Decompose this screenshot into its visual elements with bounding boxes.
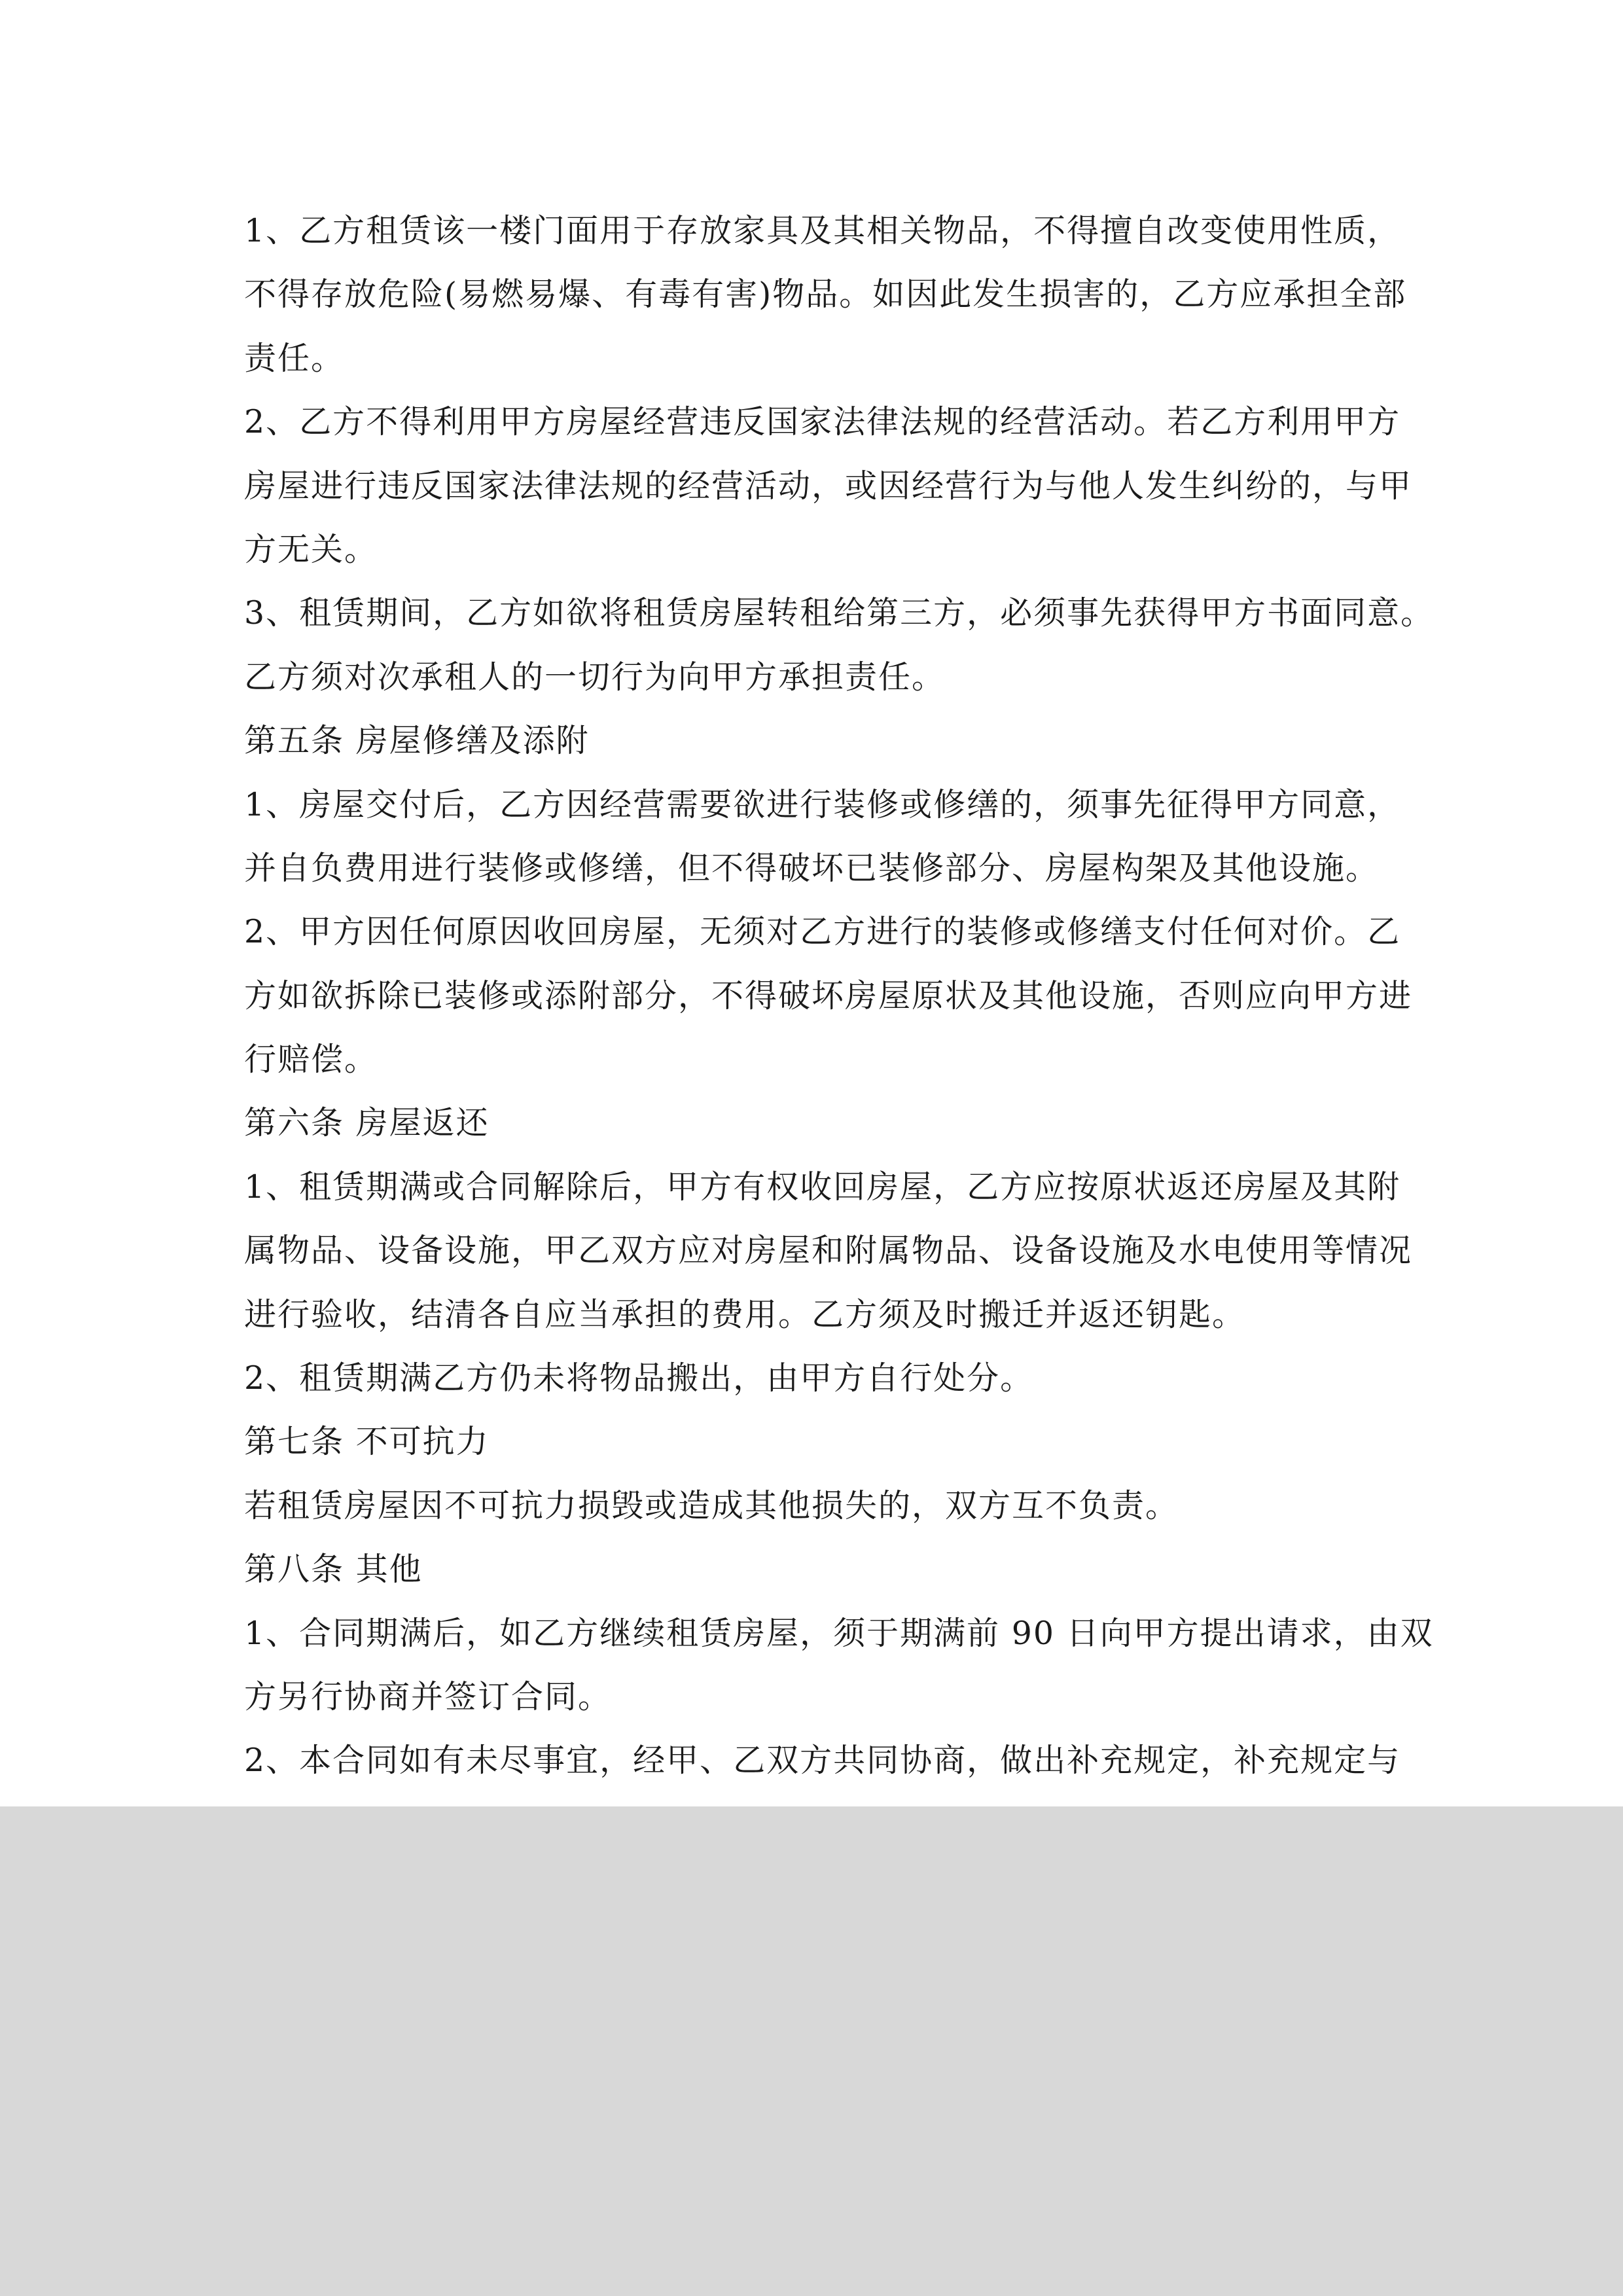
text-line: 进行验收，结清各自应当承担的费用。乙方须及时搬迁并返还钥匙。 — [244, 1295, 1246, 1333]
text-line: 2、本合同如有未尽事宜，经甲、乙双方共同协商，做出补充规定，补充规定与 — [244, 1742, 1401, 1780]
text-line: 2、乙方不得利用甲方房屋经营违反国家法律法规的经营活动。若乙方利用甲方 — [244, 403, 1401, 441]
text-line: 行赔偿。 — [244, 1041, 378, 1079]
text-line: 不得存放危险(易燃易爆、有毒有害)物品。如因此发生损害的，乙方应承担全部 — [244, 276, 1407, 314]
text-line: 1、租赁期满或合同解除后，甲方有权收回房屋，乙方应按原状返还房屋及其附 — [244, 1168, 1401, 1206]
text-line: 若租赁房屋因不可抗力损毁或造成其他损失的，双方互不负责。 — [244, 1486, 1179, 1524]
text-line: 并自负费用进行装修或修缮，但不得破坏已装修部分、房屋构架及其他设施。 — [244, 849, 1380, 887]
section-heading: 第七条 不可抗力 — [244, 1423, 490, 1461]
text-line: 2、租赁期满乙方仍未将物品搬出，由甲方自行处分。 — [244, 1359, 1034, 1397]
text-line: 责任。 — [244, 339, 345, 377]
section-heading: 第八条 其他 — [244, 1551, 423, 1588]
text-line: 方另行协商并签订合同。 — [244, 1677, 612, 1715]
text-line: 1、乙方租赁该一楼门面用于存放家具及其相关物品，不得擅自改变使用性质， — [244, 212, 1401, 249]
document-body — [244, 199, 1435, 1793]
section-heading: 第五条 房屋修缮及添附 — [244, 722, 590, 760]
text-line: 1、合同期满后，如乙方继续租赁房屋，须于期满前 90 日向甲方提出请求，由双 — [244, 1614, 1434, 1652]
section-heading: 第六条 房屋返还 — [244, 1104, 490, 1142]
viewer-background — [0, 1806, 1623, 2296]
text-line: 乙方须对次承租人的一切行为向甲方承担责任。 — [244, 658, 946, 696]
text-line: 方如欲拆除已装修或添附部分，不得破坏房屋原状及其他设施，否则应向甲方进 — [244, 977, 1413, 1014]
text-line: 属物品、设备设施，甲乙双方应对房屋和附属物品、设备设施及水电使用等情况 — [244, 1232, 1413, 1270]
text-line: 房屋进行违反国家法律法规的经营活动，或因经营行为与他人发生纠纷的，与甲 — [244, 467, 1413, 505]
text-line: 3、租赁期间，乙方如欲将租赁房屋转租给第三方，必须事先获得甲方书面同意。 — [244, 594, 1435, 632]
text-line: 方无关。 — [244, 530, 378, 568]
text-line: 2、甲方因任何原因收回房屋，无须对乙方进行的装修或修缮支付任何对价。乙 — [244, 913, 1401, 951]
text-line: 1、房屋交付后，乙方因经营需要欲进行装修或修缮的，须事先征得甲方同意， — [244, 785, 1401, 823]
